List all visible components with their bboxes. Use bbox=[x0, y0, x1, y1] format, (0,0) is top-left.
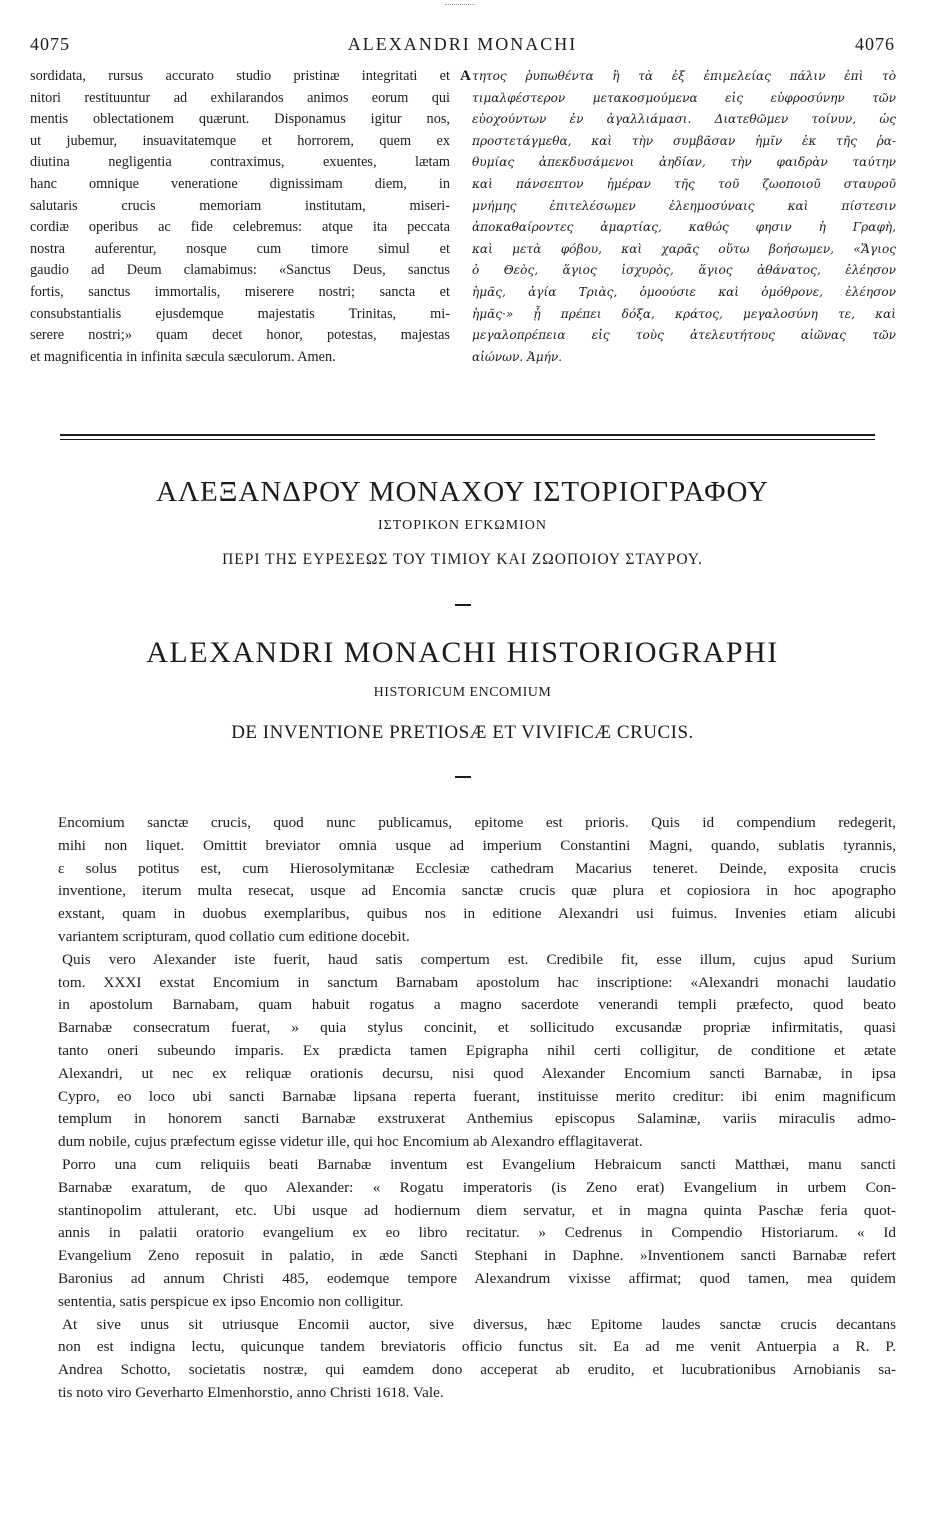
preface-text-line: Porro una cum reliquiis beati Barnabæ inventum est Evangelium Hebraicum sancti Matthæi, manu sancti bbox=[62, 1155, 896, 1173]
latin-text-line: fortis, sanctus immortalis, miserere nostri; sancta et bbox=[30, 283, 450, 300]
preface-text-line: Andrea Schotto, societatis nostræ, qui eamdem dono acceperat ab erudito, et lucubrationibus Arnobianis sa- bbox=[58, 1361, 896, 1379]
greek-text-line: εὐοχούντων ἐν ἀγαλλιάμασι. Διατεθῶμεν τοίνυν, ὡς bbox=[472, 112, 896, 127]
greek-text-line: ὁ Θεὸς, ἅγιος ἰσχυρὸς, ἅγιος ἀθάνατος, ἐλέησον bbox=[472, 263, 896, 278]
latin-text-line: hanc omnique veneratione dignissimam diem, in bbox=[30, 175, 450, 192]
latin-text-line: sordidata, rursus accurato studio pristinæ integritati et bbox=[30, 68, 450, 84]
preface-text-line: Quis vero Alexander iste fuerit, haud satis compertum est. Credibile fit, esse illum, cujus apud Surium bbox=[62, 950, 896, 968]
preface-text-line: At sive unus sit utriusque Encomii auctor, sive diversus, hæc Epitome laudes sanctæ crucis decantans bbox=[62, 1315, 896, 1333]
latin-text-line: cordiæ operibus ac fide celebremus: atque ita peccata bbox=[30, 219, 450, 236]
running-title: ALEXANDRI MONACHI bbox=[347, 34, 578, 54]
greek-text-line: τητος ῥυπωθέντα ἢ τὰ ἐξ ἐπιμελείας πάλιν ἐπὶ τὸ bbox=[472, 69, 896, 83]
preface-text-line: tom. XXXI exstat Encomium in sanctum Barnabam apostolum hac inscriptione: «Alexandri monachi laudatio bbox=[58, 973, 896, 991]
latin-text-line: gaudio ad Deum clamabimus: «Sanctus Deus, sanctus bbox=[30, 262, 450, 279]
column-marker: A bbox=[460, 68, 471, 84]
preface-text-line: in apostolum Barnabam, quam habuit rogatus a magno sacerdote venerandi templi præfecto, quod beato bbox=[58, 996, 896, 1014]
greek-text-line: τιμαλφέστερον μετακοσμούμενα εἰς εὐφροσύνην τῶν bbox=[472, 90, 896, 105]
preface-text-line: tanto oneri subeundo imparis. Ex prædicta tamen Epigrapha nihil certi colligitur, de conditione et ætate bbox=[58, 1041, 896, 1059]
page-top-mark bbox=[445, 4, 475, 5]
section-divider-thin-rule bbox=[60, 439, 875, 440]
title-separator-dash bbox=[455, 604, 471, 606]
greek-text-line: προστετάγμεθα, καὶ τὴν συμβᾶσαν ἡμῖν ἐκ τῆς ῥα- bbox=[472, 133, 896, 148]
preface-text-line: Barnabæ consecratum fuerat, » quia stylus concinit, et sollicitudo excusandæ propriæ infirmitatis, quasi bbox=[58, 1019, 896, 1037]
greek-text-line: μεγαλοπρέπεια εἰς τοὺς ἀτελευτήτους αἰῶνας τῶν bbox=[472, 328, 896, 343]
page-number-right: 4076 bbox=[855, 34, 895, 54]
preface-text-line: Evangelium Zeno reposuit in palatio, in æde Sancti Stephani in Daphne. »Inventionem sancti Barnabæ refert bbox=[58, 1247, 896, 1265]
greek-text-line: καὶ μετὰ φόβου, καὶ χαρᾶς οὕτω βοήσωμεν, «Ἅγιος bbox=[472, 241, 896, 256]
preface-text-line: ε solus potitus est, cum Hierosolymitanæ Ecclesiæ cathedram Macarius teneret. Deinde, exposita crucis bbox=[58, 859, 896, 877]
preface-text-line: exstant, quam in duobus exemplaribus, quibus nos in editione Alexandri usi fuimus. Invenies etiam alicubi bbox=[58, 905, 896, 923]
greek-text-line: ἡμᾶς, ἁγία Τριὰς, ὁμοούσιε καὶ ὁμόθρονε, ἐλέησον bbox=[472, 284, 896, 299]
greek-text-line: μνήμης ἐπιτελέσωμεν ἐλεημοσύναις καὶ πίστεσιν bbox=[472, 198, 896, 213]
preface-text-line: non est indigna lectu, quicunque tandem breviatoris officio functus sit. Ea ad me venit Antuerpia a R. P. bbox=[58, 1338, 896, 1356]
greek-text-line: ἡμᾶς·» ᾗ πρέπει δόξα, κράτος, μεγαλοσύνη τε, καὶ bbox=[472, 306, 896, 321]
preface-text-line: Baronius ad annum Christi 485, eodemque tempore Alexandrum vixisse affirmat; quod tamen, mea quidem bbox=[58, 1269, 896, 1287]
greek-text-line: καὶ πάνσεπτον ἡμέραν τῆς τοῦ ζωοποιοῦ σταυροῦ bbox=[472, 176, 896, 191]
greek-text-line: αἰώνων. Ἀμήν. bbox=[472, 349, 563, 364]
page-number-left: 4075 bbox=[30, 34, 70, 54]
preface-text-line: Encomium sanctæ crucis, quod nunc publicamus, epitome est prioris. Quis id compendium redegerit, bbox=[58, 814, 896, 831]
preface-text bbox=[58, 812, 896, 1405]
latin-text-line: nitori restituuntur ad exhilarandos animos eorum qui bbox=[30, 89, 450, 106]
greek-title: ΑΛΕΞΑΝΔΡΟΥ ΜΟΝΑΧΟΥ ΙΣΤΟΡΙΟΓΡΑΦΟΥ bbox=[156, 476, 769, 508]
latin-text-line: consubstantialis ejusdemque majestatis Trinitas, mi- bbox=[30, 305, 450, 322]
preface-text-line: templum in honorem sancti Barnabæ exstruxerat Anthemius episcopus Salaminæ, variis miraculis admo- bbox=[58, 1110, 896, 1128]
preface-text-line: Alexandri, ut nec ex reliquæ orationis decursu, nisi quod Alexander Encomium sancti Barnabæ, in ipsa bbox=[58, 1064, 896, 1082]
preface-text-line: annis in palatii oratorio evangelium ex eo libro recitatur. » Cedrenus in Compendio Historiarum. « Id bbox=[58, 1224, 896, 1242]
preface-text-line: stantinopolim attulerant, etc. Ubi usque ad hodiernum diem servatur, et in magna quinta Paschæ feria quot- bbox=[58, 1201, 896, 1219]
latin-text-line: nostra auferentur, nosque cum timore simul et bbox=[30, 240, 450, 257]
preface-text-line: inventione, iterum multa resecat, usque ad Encomia sanctæ crucis quæ plura et copiosiora in hoc apographo bbox=[58, 882, 896, 900]
preface-separator-dash bbox=[455, 776, 471, 778]
greek-subtitle-2: ΠΕΡΙ ΤΗΣ ΕΥΡΕΣΕΩΣ ΤΟΥ ΤΙΜΙΟΥ ΚΑΙ ΖΩΟΠΟΙΟΥ ΣΤΑΥΡΟΥ. bbox=[222, 551, 703, 568]
latin-text-line: diutina negligentia contraximus, exuentes, lætam bbox=[30, 154, 450, 171]
preface-text-line: sententia, satis perspicue ex ipso Encomio non colligitur. bbox=[58, 1292, 404, 1310]
preface-text-line: Barnabæ exaratum, de quo Alexander: « Rogatu imperatoris (is Zeno erat) Evangelium in urbem Con- bbox=[58, 1178, 896, 1196]
latin-text-line: et magnificentia in infinita sæcula sæculorum. Amen. bbox=[30, 348, 336, 365]
latin-column bbox=[30, 66, 450, 368]
greek-text-line: ἀποκαθαίροντες ἁμαρτίας, καθώς φησιν ἡ Γραφὴ, bbox=[472, 220, 896, 235]
greek-subtitle-1: ΙΣΤΟΡΙΚΟΝ ΕΓΚΩΜΙΟΝ bbox=[377, 518, 548, 533]
latin-text-line: serere nostri;» quam decet honor, potestas, majestas bbox=[30, 327, 450, 344]
latin-title: ALEXANDRI MONACHI HISTORIOGRAPHI bbox=[146, 636, 779, 669]
latin-text-line: ut jubemur, insuavitatemque et horrorem, quem ex bbox=[30, 132, 450, 149]
preface-text-line: Cypro, eo loco ubi sancti Barnabæ lipsana reperta fuerant, instituisse merito creditur: ibi enim magnificum bbox=[58, 1087, 896, 1105]
preface-text-line: variantem scripturam, quod collatio cum editione docebit. bbox=[58, 927, 410, 945]
latin-text-line: salutaris crucis memoriam institutam, miseri- bbox=[30, 197, 450, 214]
greek-column bbox=[460, 66, 896, 368]
greek-text-line: θυμίας ἀπεκδυσάμενοι ἀηδίαν, τὴν φαιδρὰν ταύτην bbox=[472, 155, 896, 170]
preface-text-line: dum nobile, cujus præfectum egisse videtur ille, qui hoc Encomium ab Alexandro efflagitaverat. bbox=[58, 1133, 643, 1151]
latin-text-line: mentis oblectationem quærunt. Disponamus igitur nos, bbox=[30, 111, 450, 128]
preface-text-line: tis noto viro Geverharto Elmenhorstio, anno Christi 1618. Vale. bbox=[58, 1383, 444, 1401]
section-divider-rule bbox=[60, 434, 875, 436]
latin-subtitle-2: DE INVENTIONE PRETIOSÆ ET VIVIFICÆ CRUCIS. bbox=[231, 722, 694, 743]
preface-text-line: mihi non liquet. Omittit breviator omnia usque ad imperium Constantini Magni, quando, sublatis tyrannis, bbox=[58, 836, 896, 854]
page-header bbox=[30, 34, 895, 56]
latin-subtitle-1: HISTORICUM ENCOMIUM bbox=[373, 685, 552, 700]
